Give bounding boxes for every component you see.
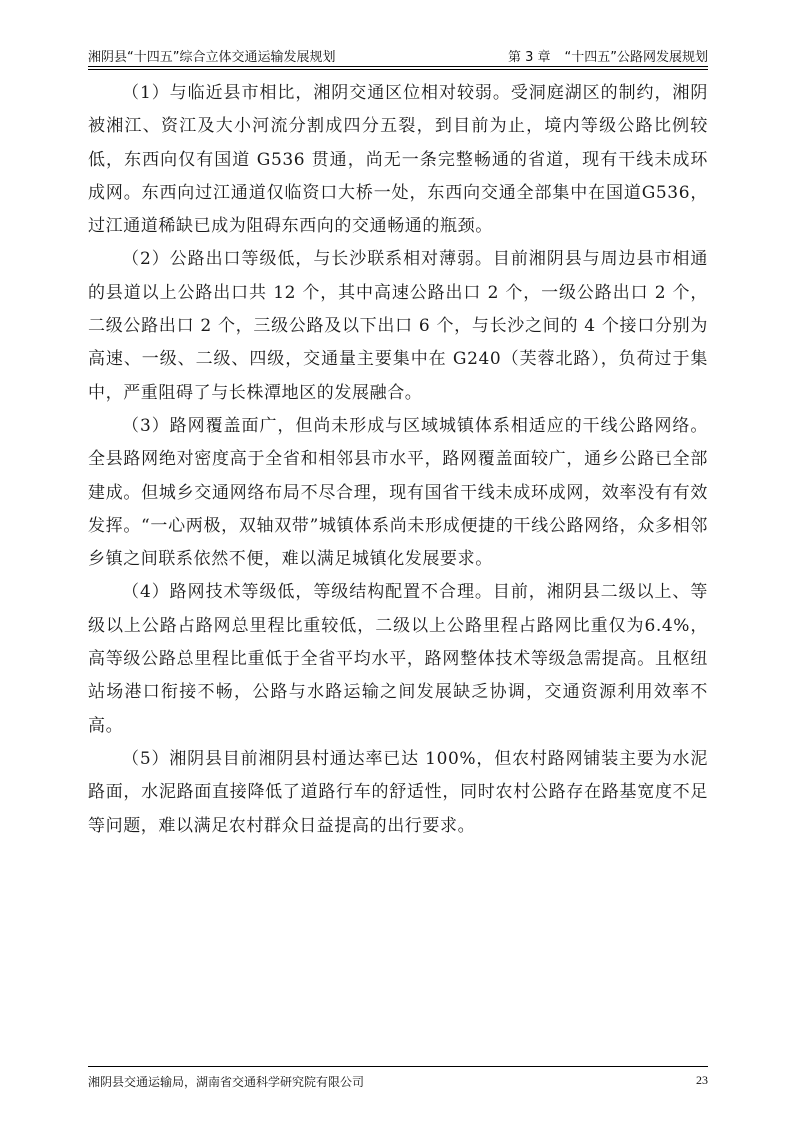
chapter-heading bbox=[508, 46, 708, 65]
paragraph-1: （1）与临近县市相比，湘阴交通区位相对较弱。受洞庭湖区的制约，湘阴被湘江、资江及大小河流分割成四分五裂，到目前为止，境内等级公路比例较低，东西向仅有国道 G536 贯通，尚无一条完整畅通的省道，现有干线未成环成网。东西向过江通道仅临资口大桥一处，东西向交通全部集中在国道G536，过江通道稀缺已成为阻碍东西向的交通畅通的瓶颈。 bbox=[88, 83, 708, 237]
footer-organization: 湘阴县交通运输局，湖南省交通科学研究院有限公司 bbox=[88, 1075, 365, 1089]
body-text bbox=[88, 77, 708, 843]
page-number: 23 bbox=[696, 1073, 708, 1087]
paragraph-2: （2）公路出口等级低，与长沙联系相对薄弱。目前湘阴县与周边县市相通的县道以上公路出口共 12 个，其中高速公路出口 2 个，一级公路出口 2 个，二级公路出口 2 个，三级公路及以下出口 6 个，与长沙之间的 4 个接口分别为高速、一级、二级、四级，交通量主要集中在 G240（芙蓉北路），负荷过于集中，严重阻碍了与长株潭地区的发展融合。 bbox=[88, 249, 708, 403]
page-footer bbox=[88, 1073, 708, 1091]
paragraph-5: （5）湘阴县目前湘阴县村通达率已达 100%，但农村路网铺装主要为水泥路面，水泥路面直接降低了道路行车的舒适性，同时农村公路存在路基宽度不足等问题，难以满足农村群众日益提高的出行要求。 bbox=[88, 748, 708, 836]
chapter-title: “十四五”公路网发展规划 bbox=[564, 50, 708, 65]
header-rule-thin bbox=[88, 69, 708, 70]
document-title: 湘阴县“十四五”综合立体交通运输发展规划 bbox=[88, 50, 336, 65]
page-header bbox=[88, 44, 708, 64]
paragraph-4: （4）路网技术等级低，等级结构配置不合理。目前，湘阴县二级以上、等级以上公路占路网总里程比重较低，二级以上公路里程占路网比重仅为6.4%，高等级公路总里程比重低于全省平均水平，路网整体技术等级急需提高。且枢纽站场港口衔接不畅，公路与水路运输之间发展缺乏协调，交通资源利用效率不高。 bbox=[88, 582, 708, 736]
header-rule-thick bbox=[88, 66, 708, 67]
paragraph-3: （3）路网覆盖面广，但尚未形成与区域城镇体系相适应的干线公路网络。全县路网绝对密度高于全省和相邻县市水平，路网覆盖面较广，通乡公路已全部建成。但城乡交通网络布局不尽合理，现有国省干线未成环成网，效率没有有效发挥。“一心两极，双轴双带”城镇体系尚未形成便捷的干线公路网络，众多相邻乡镇之间联系依然不便，难以满足城镇化发展要求。 bbox=[88, 415, 708, 570]
chapter-number: 第 3 章 bbox=[507, 50, 551, 65]
footer-rule bbox=[88, 1066, 708, 1067]
